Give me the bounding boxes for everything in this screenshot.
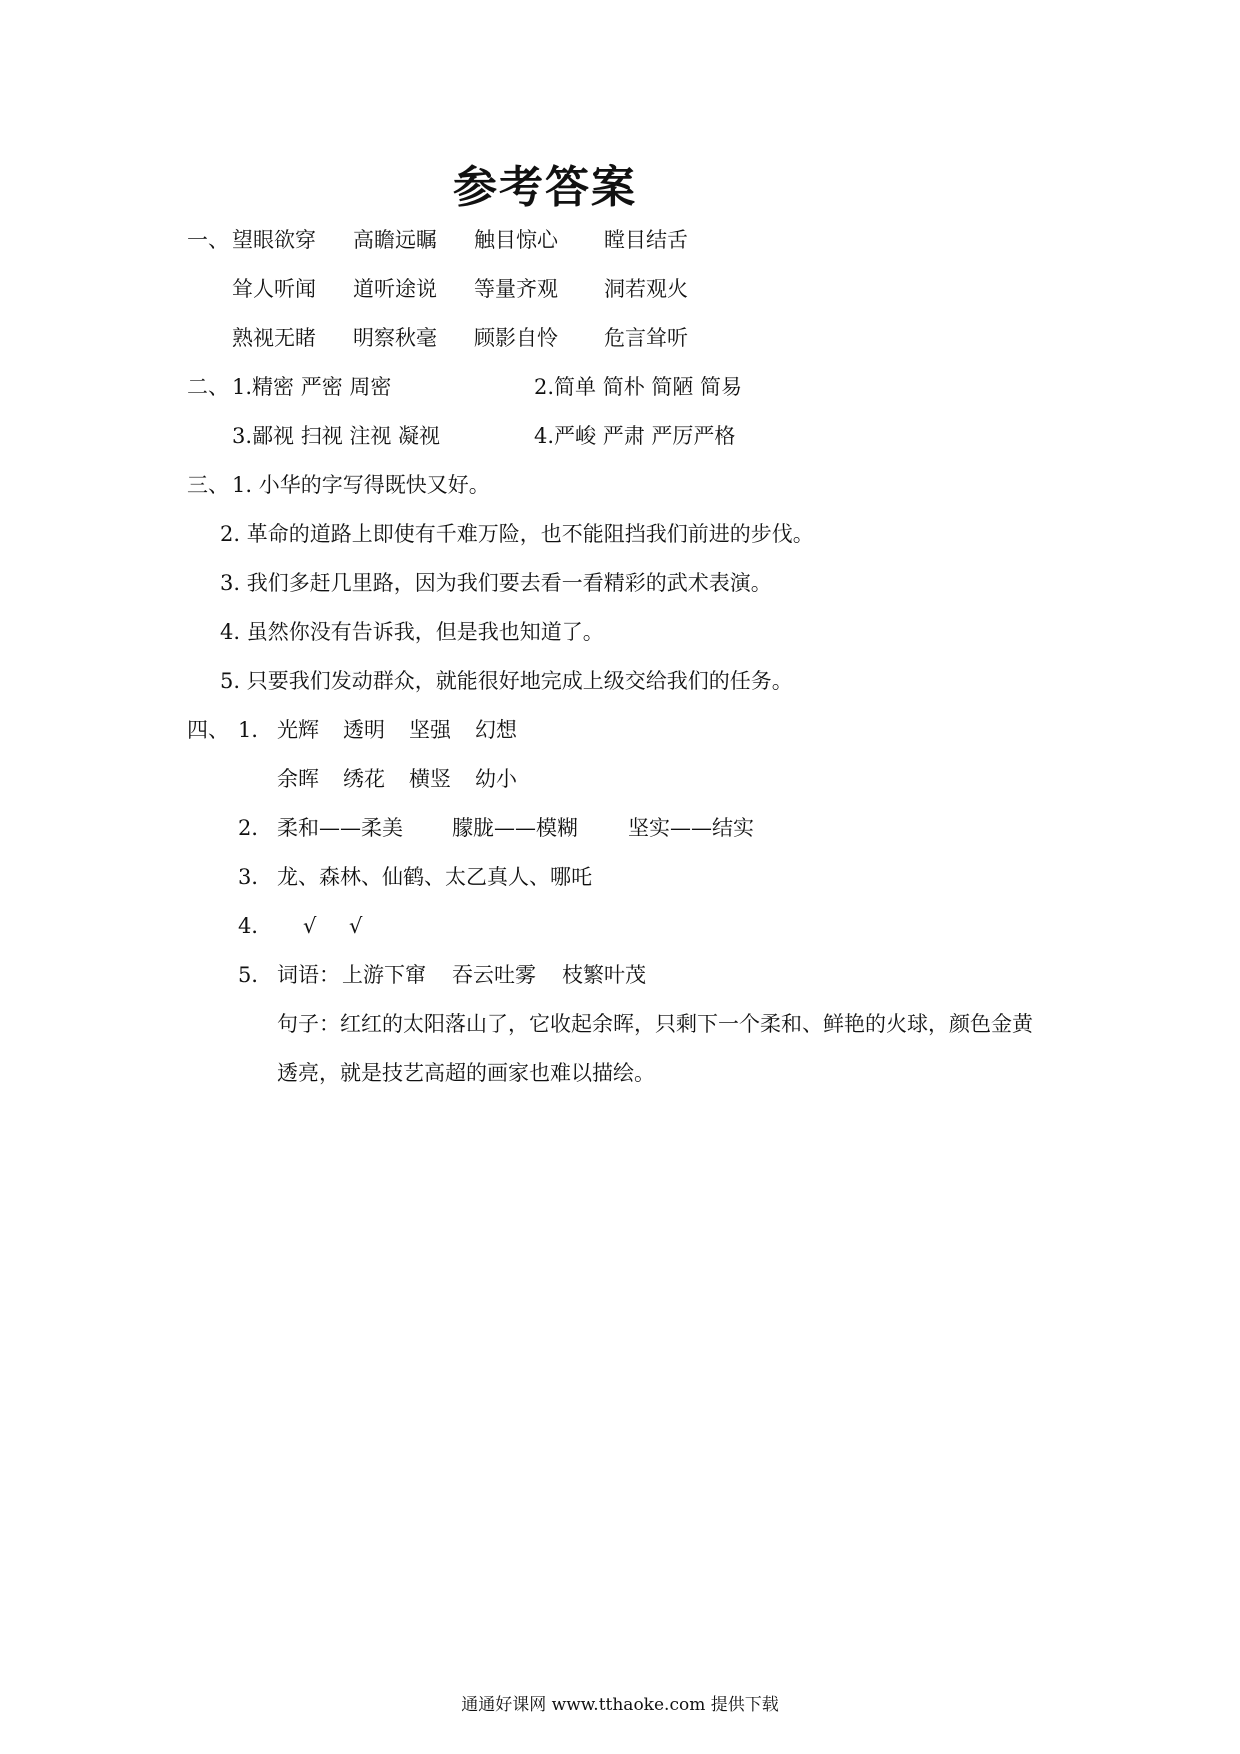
answer-word: 余晖 bbox=[277, 767, 319, 791]
answer-word: 瞠目结舌 bbox=[604, 228, 688, 252]
footer-text: 通通好课网 www.tthaoke.com 提供下载 bbox=[461, 1695, 779, 1715]
section-label: 二、 bbox=[187, 375, 229, 399]
section-label: 四、 bbox=[187, 718, 229, 742]
answer-word: 触目惊心 bbox=[474, 228, 558, 252]
words-label: 词语： bbox=[277, 963, 340, 987]
sentence-line: 句子：红红的太阳落山了，它收起余晖，只剩下一个柔和、鲜艳的火球，颜色金黄 bbox=[277, 1012, 1033, 1036]
answer-word: 顾影自怜 bbox=[474, 326, 558, 350]
answer-word: 洞若观火 bbox=[604, 277, 688, 301]
answer-word: 上游下窜 bbox=[342, 963, 426, 987]
section-label: 三、 bbox=[187, 473, 229, 497]
answer-word: 透明 bbox=[343, 718, 385, 742]
question-number: 1． bbox=[238, 718, 273, 742]
answer-word: 道听途说 bbox=[353, 277, 437, 301]
answer-item: 4.严峻 严肃 严厉严格 bbox=[534, 424, 736, 448]
answer-item: 1.精密 严密 周密 bbox=[232, 375, 392, 399]
answer-text: 龙、森林、仙鹤、太乙真人、哪吒 bbox=[277, 865, 592, 889]
check-mark: √ bbox=[303, 914, 317, 938]
word-pair: 朦胧——模糊 bbox=[452, 816, 578, 840]
answer-word: 高瞻远瞩 bbox=[353, 228, 437, 252]
question-number: 2． bbox=[238, 816, 273, 840]
section-label: 一、 bbox=[187, 228, 229, 252]
answer-word: 望眼欲穿 bbox=[232, 228, 316, 252]
answer-word: 熟视无睹 bbox=[232, 326, 316, 350]
word-pair: 坚实——结实 bbox=[628, 816, 754, 840]
answer-item: 3.鄙视 扫视 注视 凝视 bbox=[232, 424, 441, 448]
answer-sentence: 4. 虽然你没有告诉我，但是我也知道了。 bbox=[220, 620, 604, 644]
answer-word: 等量齐观 bbox=[474, 277, 558, 301]
answer-word: 明察秋毫 bbox=[353, 326, 437, 350]
page-title: 参考答案 bbox=[453, 162, 637, 213]
answer-word: 光辉 bbox=[277, 718, 319, 742]
answer-item: 2.简单 简朴 简陋 简易 bbox=[534, 375, 743, 399]
answer-word: 绣花 bbox=[343, 767, 385, 791]
question-number: 4． bbox=[238, 914, 273, 938]
answer-word: 危言耸听 bbox=[604, 326, 688, 350]
answer-word: 幼小 bbox=[475, 767, 517, 791]
word-pair: 柔和——柔美 bbox=[277, 816, 403, 840]
question-number: 3． bbox=[238, 865, 273, 889]
answer-word: 幻想 bbox=[475, 718, 517, 742]
question-number: 5． bbox=[238, 963, 273, 987]
answer-sentence: 2. 革命的道路上即使有千难万险，也不能阻挡我们前进的步伐。 bbox=[220, 522, 814, 546]
answer-sentence: 3. 我们多赶几里路，因为我们要去看一看精彩的武术表演。 bbox=[220, 571, 772, 595]
answer-word: 枝繁叶茂 bbox=[562, 963, 646, 987]
answer-sentence: 5. 只要我们发动群众，就能很好地完成上级交给我们的任务。 bbox=[220, 669, 793, 693]
check-mark: √ bbox=[349, 914, 363, 938]
sentence-line: 透亮，就是技艺高超的画家也难以描绘。 bbox=[277, 1061, 655, 1085]
answer-word: 吞云吐雾 bbox=[452, 963, 536, 987]
answer-sentence: 1. 小华的字写得既快又好。 bbox=[232, 473, 490, 497]
answer-word: 耸人听闻 bbox=[232, 277, 316, 301]
answer-word: 坚强 bbox=[409, 718, 451, 742]
answer-word: 横竖 bbox=[409, 767, 451, 791]
